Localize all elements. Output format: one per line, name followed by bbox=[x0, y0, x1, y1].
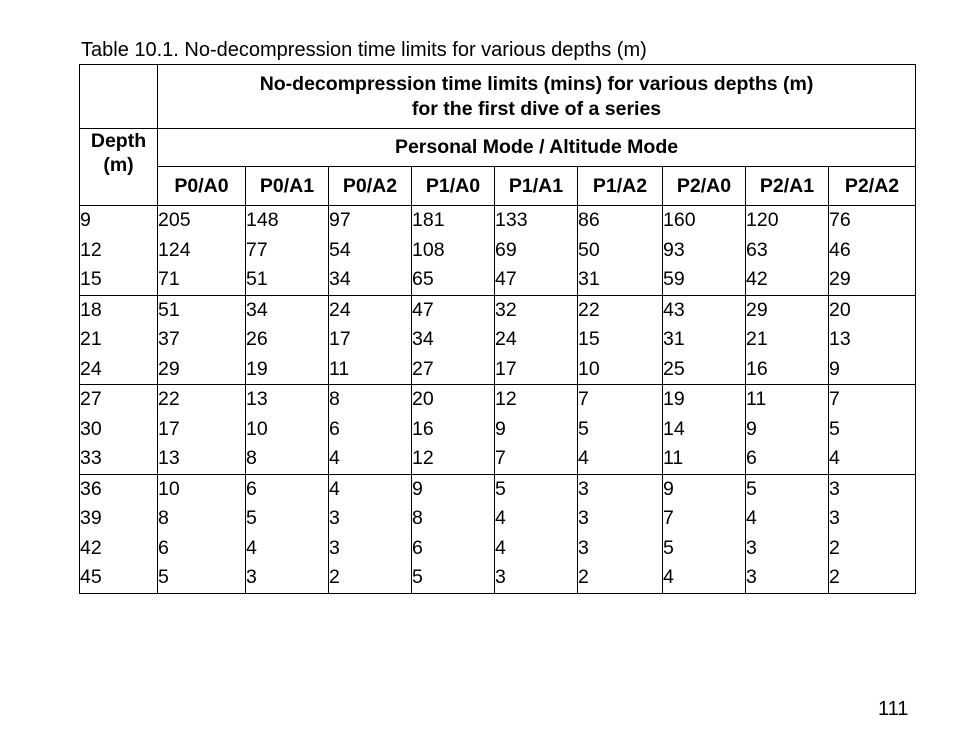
time-limit-value: 77 bbox=[246, 238, 268, 261]
time-limit-value: 47 bbox=[495, 268, 517, 290]
time-limit-value: 32 bbox=[495, 298, 517, 321]
depth-header bbox=[80, 129, 158, 206]
time-limit-value: 3 bbox=[578, 477, 589, 500]
depth-value: 39 bbox=[80, 507, 102, 529]
time-limit-value: 19 bbox=[246, 357, 268, 380]
time-limit-value: 31 bbox=[578, 268, 600, 290]
time-limit-value: 11 bbox=[329, 357, 350, 380]
time-limit-value: 8 bbox=[246, 447, 257, 469]
time-limit-value: 10 bbox=[246, 417, 268, 440]
time-limit-cell bbox=[412, 474, 495, 593]
time-limit-value: 27 bbox=[412, 357, 434, 380]
time-limit-value: 43 bbox=[663, 298, 685, 321]
time-limit-value: 42 bbox=[746, 268, 768, 290]
depth-cell bbox=[80, 474, 158, 593]
depth-value: 9 bbox=[80, 209, 91, 231]
time-limit-value: 4 bbox=[329, 477, 340, 500]
time-limit-value: 5 bbox=[246, 507, 257, 529]
table-title-line2: for the first dive of a series bbox=[411, 97, 662, 120]
time-limit-cell bbox=[329, 474, 412, 593]
time-limit-value: 9 bbox=[495, 417, 506, 440]
time-limit-cell bbox=[246, 385, 329, 475]
time-limit-value: 160 bbox=[663, 209, 696, 231]
time-limit-cell bbox=[663, 295, 746, 385]
column-header: P2/A2 bbox=[829, 167, 916, 206]
time-limit-cell bbox=[412, 385, 495, 475]
time-limit-value: 16 bbox=[746, 357, 768, 380]
time-limit-value: 2 bbox=[829, 566, 840, 588]
time-limit-value: 31 bbox=[663, 328, 685, 350]
no-decompression-table bbox=[79, 64, 916, 594]
time-limit-cell bbox=[829, 206, 916, 296]
time-limit-value: 4 bbox=[495, 507, 506, 529]
time-limit-value: 4 bbox=[578, 447, 589, 469]
time-limit-value: 9 bbox=[829, 357, 840, 380]
time-limit-cell bbox=[829, 295, 916, 385]
time-limit-cell bbox=[829, 385, 916, 475]
time-limit-cell bbox=[329, 295, 412, 385]
time-limit-value: 24 bbox=[495, 328, 517, 350]
time-limit-value: 34 bbox=[246, 298, 268, 321]
time-limit-value: 51 bbox=[158, 298, 180, 321]
time-limit-value: 93 bbox=[663, 238, 685, 261]
time-limit-cell bbox=[578, 474, 663, 593]
time-limit-value: 9 bbox=[412, 477, 423, 500]
time-limit-value: 181 bbox=[412, 209, 445, 231]
mode-header: Personal Mode / Altitude Mode bbox=[158, 129, 916, 167]
time-limit-cell bbox=[746, 295, 829, 385]
time-limit-value: 34 bbox=[412, 328, 434, 350]
time-limit-value: 26 bbox=[246, 328, 268, 350]
column-header-row bbox=[80, 167, 916, 206]
depth-header-line1: Depth bbox=[90, 130, 147, 152]
time-limit-value: 47 bbox=[412, 298, 434, 321]
time-limit-value: 3 bbox=[578, 536, 589, 559]
depth-value: 36 bbox=[80, 477, 102, 500]
time-limit-value: 8 bbox=[412, 507, 423, 529]
time-limit-value: 3 bbox=[829, 477, 840, 500]
time-limit-cell bbox=[746, 385, 829, 475]
time-limit-cell bbox=[663, 206, 746, 296]
time-limit-value: 4 bbox=[246, 536, 257, 559]
time-limit-value: 3 bbox=[829, 507, 840, 529]
time-limit-value: 37 bbox=[158, 328, 180, 350]
time-limit-value: 3 bbox=[495, 566, 506, 588]
time-limit-value: 2 bbox=[829, 536, 840, 559]
time-limit-value: 4 bbox=[495, 536, 506, 559]
depth-value: 18 bbox=[80, 298, 102, 321]
time-limit-value: 5 bbox=[663, 536, 674, 559]
time-limit-value: 8 bbox=[329, 388, 340, 410]
depth-cell bbox=[80, 385, 158, 475]
time-limit-value: 8 bbox=[158, 507, 169, 529]
time-limit-cell bbox=[158, 385, 246, 475]
time-limit-value: 5 bbox=[578, 417, 589, 440]
time-limit-cell bbox=[578, 385, 663, 475]
time-limit-cell bbox=[158, 295, 246, 385]
time-limit-value: 97 bbox=[329, 209, 351, 231]
column-header: P0/A2 bbox=[329, 167, 412, 206]
time-limit-cell bbox=[663, 474, 746, 593]
column-header: P2/A0 bbox=[663, 167, 746, 206]
corner-cell bbox=[80, 65, 158, 129]
time-limit-value: 17 bbox=[158, 417, 180, 440]
depth-header-line2: (m) bbox=[103, 154, 134, 176]
column-header: P2/A1 bbox=[746, 167, 829, 206]
depth-value: 21 bbox=[80, 328, 102, 350]
depth-value: 27 bbox=[80, 388, 102, 410]
time-limit-value: 34 bbox=[329, 268, 351, 290]
depth-value: 33 bbox=[80, 447, 102, 469]
time-limit-value: 7 bbox=[578, 388, 589, 410]
table-row bbox=[80, 474, 916, 593]
time-limit-value: 4 bbox=[329, 447, 340, 469]
time-limit-cell bbox=[578, 295, 663, 385]
table-caption: Table 10.1. No-decompression time limits for various depths (m) bbox=[81, 39, 647, 61]
table-title-cell bbox=[158, 65, 916, 129]
time-limit-value: 12 bbox=[495, 388, 517, 410]
time-limit-value: 13 bbox=[829, 328, 851, 350]
time-limit-value: 17 bbox=[495, 357, 517, 380]
time-limit-value: 5 bbox=[829, 417, 840, 440]
time-limit-cell bbox=[663, 385, 746, 475]
time-limit-value: 24 bbox=[329, 298, 351, 321]
time-limit-cell bbox=[578, 206, 663, 296]
time-limit-value: 205 bbox=[158, 209, 191, 231]
time-limit-value: 13 bbox=[246, 388, 268, 410]
time-limit-value: 5 bbox=[412, 566, 423, 588]
time-limit-value: 120 bbox=[746, 209, 779, 231]
depth-value: 12 bbox=[80, 238, 102, 261]
time-limit-value: 3 bbox=[746, 536, 757, 559]
table-row bbox=[80, 385, 916, 475]
time-limit-cell bbox=[246, 295, 329, 385]
time-limit-cell bbox=[246, 206, 329, 296]
time-limit-value: 29 bbox=[829, 268, 851, 290]
time-limit-value: 29 bbox=[158, 357, 180, 380]
time-limit-cell bbox=[412, 295, 495, 385]
time-limit-value: 76 bbox=[829, 209, 851, 231]
time-limit-value: 6 bbox=[158, 536, 169, 559]
time-limit-value: 63 bbox=[746, 238, 768, 261]
time-limit-value: 20 bbox=[412, 388, 434, 410]
time-limit-value: 4 bbox=[663, 566, 674, 588]
time-limit-value: 69 bbox=[495, 238, 517, 261]
time-limit-cell bbox=[495, 474, 578, 593]
time-limit-cell bbox=[158, 206, 246, 296]
time-limit-value: 50 bbox=[578, 238, 600, 261]
time-limit-value: 16 bbox=[412, 417, 434, 440]
time-limit-value: 6 bbox=[246, 477, 257, 500]
time-limit-value: 9 bbox=[663, 477, 674, 500]
time-limit-value: 10 bbox=[158, 477, 180, 500]
time-limit-value: 6 bbox=[746, 447, 757, 469]
time-limit-value: 13 bbox=[158, 447, 180, 469]
time-limit-value: 7 bbox=[495, 447, 506, 469]
time-limit-value: 25 bbox=[663, 357, 685, 380]
page-number: 111 bbox=[878, 698, 909, 720]
time-limit-value: 108 bbox=[412, 238, 445, 261]
depth-cell bbox=[80, 295, 158, 385]
time-limit-value: 11 bbox=[663, 447, 684, 469]
time-limit-value: 3 bbox=[578, 507, 589, 529]
time-limit-value: 11 bbox=[746, 388, 767, 410]
depth-value: 30 bbox=[80, 417, 102, 440]
time-limit-value: 124 bbox=[158, 238, 191, 261]
time-limit-cell bbox=[495, 385, 578, 475]
time-limit-value: 14 bbox=[663, 417, 685, 440]
time-limit-value: 22 bbox=[158, 388, 180, 410]
time-limit-value: 21 bbox=[746, 328, 768, 350]
time-limit-value: 12 bbox=[412, 447, 434, 469]
time-limit-value: 29 bbox=[746, 298, 768, 321]
time-limit-cell bbox=[746, 206, 829, 296]
time-limit-cell bbox=[158, 474, 246, 593]
time-limit-value: 4 bbox=[829, 447, 840, 469]
time-limit-value: 86 bbox=[578, 209, 600, 231]
time-limit-value: 3 bbox=[329, 507, 340, 529]
time-limit-value: 3 bbox=[746, 566, 757, 588]
time-limit-value: 51 bbox=[246, 268, 268, 290]
time-limit-cell bbox=[829, 474, 916, 593]
time-limit-value: 71 bbox=[158, 268, 180, 290]
time-limit-value: 5 bbox=[158, 566, 169, 588]
time-limit-value: 15 bbox=[578, 328, 600, 350]
time-limit-cell bbox=[329, 206, 412, 296]
depth-value: 15 bbox=[80, 268, 102, 290]
time-limit-value: 2 bbox=[578, 566, 589, 588]
time-limit-value: 22 bbox=[578, 298, 600, 321]
time-limit-value: 148 bbox=[246, 209, 279, 231]
time-limit-value: 10 bbox=[578, 357, 600, 380]
time-limit-value: 20 bbox=[829, 298, 851, 321]
time-limit-value: 5 bbox=[495, 477, 506, 500]
depth-value: 42 bbox=[80, 536, 102, 559]
time-limit-value: 2 bbox=[329, 566, 340, 588]
time-limit-value: 17 bbox=[329, 328, 351, 350]
time-limit-cell bbox=[495, 295, 578, 385]
time-limit-value: 6 bbox=[329, 417, 340, 440]
table-row bbox=[80, 295, 916, 385]
depth-cell bbox=[80, 206, 158, 296]
time-limit-cell bbox=[495, 206, 578, 296]
time-limit-cell bbox=[329, 385, 412, 475]
depth-value: 24 bbox=[80, 357, 102, 380]
time-limit-value: 4 bbox=[746, 507, 757, 529]
table-row bbox=[80, 206, 916, 296]
table-title-line1: No-decompression time limits (mins) for various depths (m) bbox=[259, 72, 814, 95]
time-limit-value: 5 bbox=[746, 477, 757, 500]
time-limit-cell bbox=[412, 206, 495, 296]
column-header: P1/A2 bbox=[578, 167, 663, 206]
time-limit-value: 3 bbox=[329, 536, 340, 559]
time-limit-cell bbox=[746, 474, 829, 593]
time-limit-value: 59 bbox=[663, 268, 685, 290]
time-limit-value: 7 bbox=[829, 388, 840, 410]
time-limit-value: 9 bbox=[746, 417, 757, 440]
column-header: P1/A1 bbox=[495, 167, 578, 206]
depth-value: 45 bbox=[80, 566, 102, 588]
time-limit-value: 46 bbox=[829, 238, 851, 261]
time-limit-value: 54 bbox=[329, 238, 351, 261]
time-limit-cell bbox=[246, 474, 329, 593]
time-limit-value: 6 bbox=[412, 536, 423, 559]
time-limit-value: 65 bbox=[412, 268, 434, 290]
column-header: P0/A1 bbox=[246, 167, 329, 206]
time-limit-value: 3 bbox=[246, 566, 257, 588]
time-limit-value: 133 bbox=[495, 209, 528, 231]
time-limit-value: 19 bbox=[663, 388, 685, 410]
column-header: P0/A0 bbox=[158, 167, 246, 206]
time-limit-value: 7 bbox=[663, 507, 674, 529]
column-header: P1/A0 bbox=[412, 167, 495, 206]
